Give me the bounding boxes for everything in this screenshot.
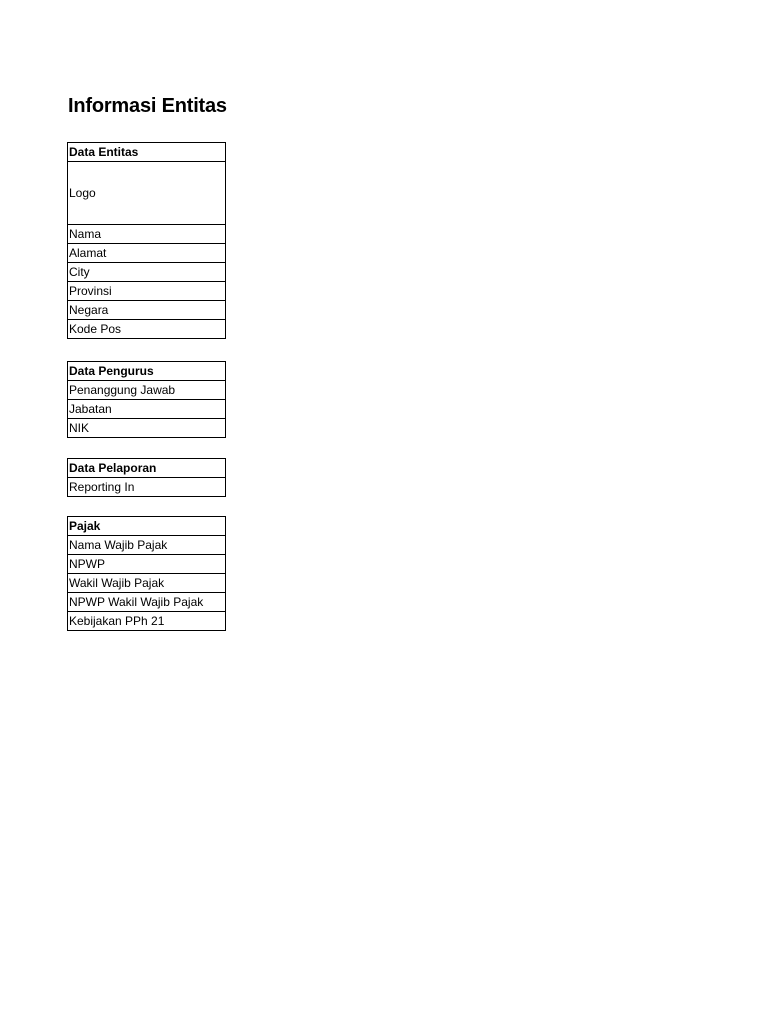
logo-label: Logo bbox=[68, 162, 226, 225]
nama-label: Nama bbox=[68, 225, 226, 244]
table-row bbox=[68, 536, 226, 555]
table-row bbox=[68, 478, 226, 497]
data-pelaporan-table bbox=[67, 458, 226, 497]
data-pengurus-table bbox=[67, 361, 226, 438]
table-row bbox=[68, 400, 226, 419]
page-title: Informasi Entitas bbox=[68, 95, 227, 117]
reporting-in-label: Reporting In bbox=[68, 478, 226, 497]
table-header-row bbox=[68, 459, 226, 478]
wakil-wajib-pajak-label: Wakil Wajib Pajak bbox=[68, 574, 226, 593]
jabatan-label: Jabatan bbox=[68, 400, 226, 419]
table-row bbox=[68, 555, 226, 574]
provinsi-label: Provinsi bbox=[68, 282, 226, 301]
pajak-header: Pajak bbox=[68, 517, 226, 536]
npwp-label: NPWP bbox=[68, 555, 226, 574]
penanggung-jawab-label: Penanggung Jawab bbox=[68, 381, 226, 400]
pajak-table bbox=[67, 516, 226, 631]
npwp-wakil-wajib-pajak-label: NPWP Wakil Wajib Pajak bbox=[68, 593, 226, 612]
table-row bbox=[68, 593, 226, 612]
data-pengurus-header: Data Pengurus bbox=[68, 362, 226, 381]
table-header-row bbox=[68, 362, 226, 381]
table-row bbox=[68, 612, 226, 631]
data-pelaporan-header: Data Pelaporan bbox=[68, 459, 226, 478]
table-row bbox=[68, 381, 226, 400]
table-row bbox=[68, 320, 226, 339]
table-row bbox=[68, 263, 226, 282]
table-row bbox=[68, 225, 226, 244]
table-header-row bbox=[68, 517, 226, 536]
kebijakan-pph21-label: Kebijakan PPh 21 bbox=[68, 612, 226, 631]
data-entitas-header: Data Entitas bbox=[68, 143, 226, 162]
table-row bbox=[68, 574, 226, 593]
table-row bbox=[68, 162, 226, 225]
alamat-label: Alamat bbox=[68, 244, 226, 263]
nama-wajib-pajak-label: Nama Wajib Pajak bbox=[68, 536, 226, 555]
nik-label: NIK bbox=[68, 419, 226, 438]
table-row bbox=[68, 244, 226, 263]
table-row bbox=[68, 419, 226, 438]
city-label: City bbox=[68, 263, 226, 282]
table-row bbox=[68, 301, 226, 320]
kode-pos-label: Kode Pos bbox=[68, 320, 226, 339]
negara-label: Negara bbox=[68, 301, 226, 320]
table-row bbox=[68, 282, 226, 301]
table-header-row bbox=[68, 143, 226, 162]
data-entitas-table bbox=[67, 142, 226, 339]
